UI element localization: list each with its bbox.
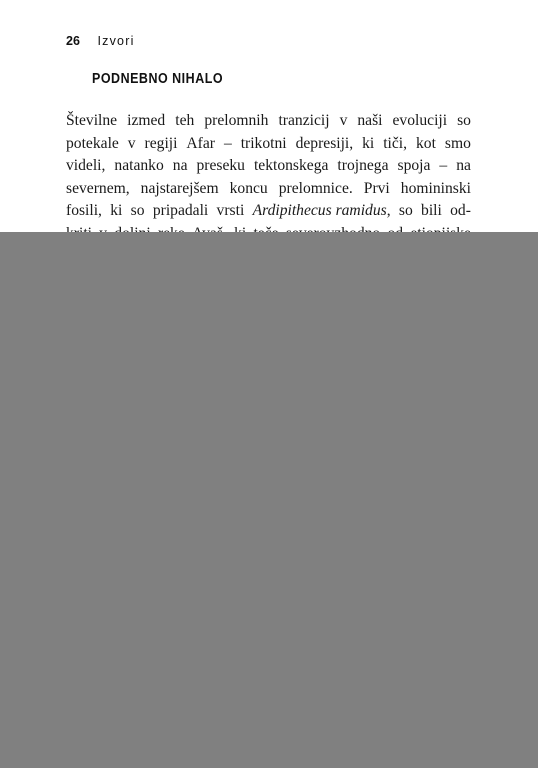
word: tektonskega bbox=[253, 157, 329, 175]
word: spoja bbox=[397, 157, 431, 175]
word: ki bbox=[110, 202, 123, 220]
word: pripadali bbox=[152, 202, 209, 220]
word: vrsti bbox=[216, 202, 245, 220]
word: so bbox=[130, 202, 145, 220]
word: potekale bbox=[66, 134, 119, 152]
redaction-overlay bbox=[0, 232, 538, 768]
word: Ardipithecus ramidus, bbox=[252, 202, 391, 220]
word: videli, bbox=[66, 157, 106, 175]
word: – bbox=[439, 157, 448, 175]
page-number: 26 bbox=[66, 34, 80, 48]
word: so bbox=[398, 202, 413, 220]
word: ki bbox=[362, 134, 375, 152]
word: v bbox=[339, 112, 348, 129]
word: prelomnice. bbox=[278, 179, 353, 197]
running-title: Izvori bbox=[97, 34, 135, 48]
word: natanko bbox=[114, 157, 164, 175]
word: Prvi bbox=[363, 179, 390, 197]
word: preseku bbox=[196, 157, 245, 175]
text-line bbox=[66, 200, 471, 223]
word: regiji bbox=[144, 134, 178, 152]
word: severnem, bbox=[66, 179, 130, 197]
word: koncu bbox=[229, 179, 268, 197]
word: fosili, bbox=[66, 202, 102, 220]
text-line bbox=[66, 133, 471, 156]
word: – bbox=[223, 134, 232, 152]
word: trikotni bbox=[240, 134, 287, 152]
word: kot bbox=[415, 134, 436, 152]
word: na bbox=[456, 157, 471, 175]
text-line bbox=[66, 178, 471, 201]
word: homininski bbox=[400, 179, 471, 197]
word: najstarejšem bbox=[140, 179, 219, 197]
word: evoluciji bbox=[392, 112, 448, 129]
word: na bbox=[172, 157, 188, 175]
text-line bbox=[66, 155, 471, 178]
running-head bbox=[66, 34, 135, 50]
word: izmed bbox=[127, 112, 166, 129]
word: Številne bbox=[66, 112, 118, 129]
word: Afar bbox=[186, 134, 215, 152]
word: depresiji, bbox=[295, 134, 354, 152]
word: so bbox=[457, 112, 471, 129]
word: bili bbox=[421, 202, 442, 220]
word: prelomnih bbox=[204, 112, 269, 129]
word: v bbox=[127, 134, 136, 152]
word: teh bbox=[175, 112, 195, 129]
word: tranzicij bbox=[278, 112, 330, 129]
word: od- bbox=[450, 202, 471, 220]
text-line bbox=[66, 110, 471, 133]
word: tiči, bbox=[383, 134, 408, 152]
word: smo bbox=[444, 134, 471, 152]
word: trojnega bbox=[337, 157, 389, 175]
word: naši bbox=[357, 112, 383, 129]
section-heading: PODNEBNO NIHALO bbox=[92, 71, 224, 87]
body-paragraph bbox=[66, 110, 471, 246]
